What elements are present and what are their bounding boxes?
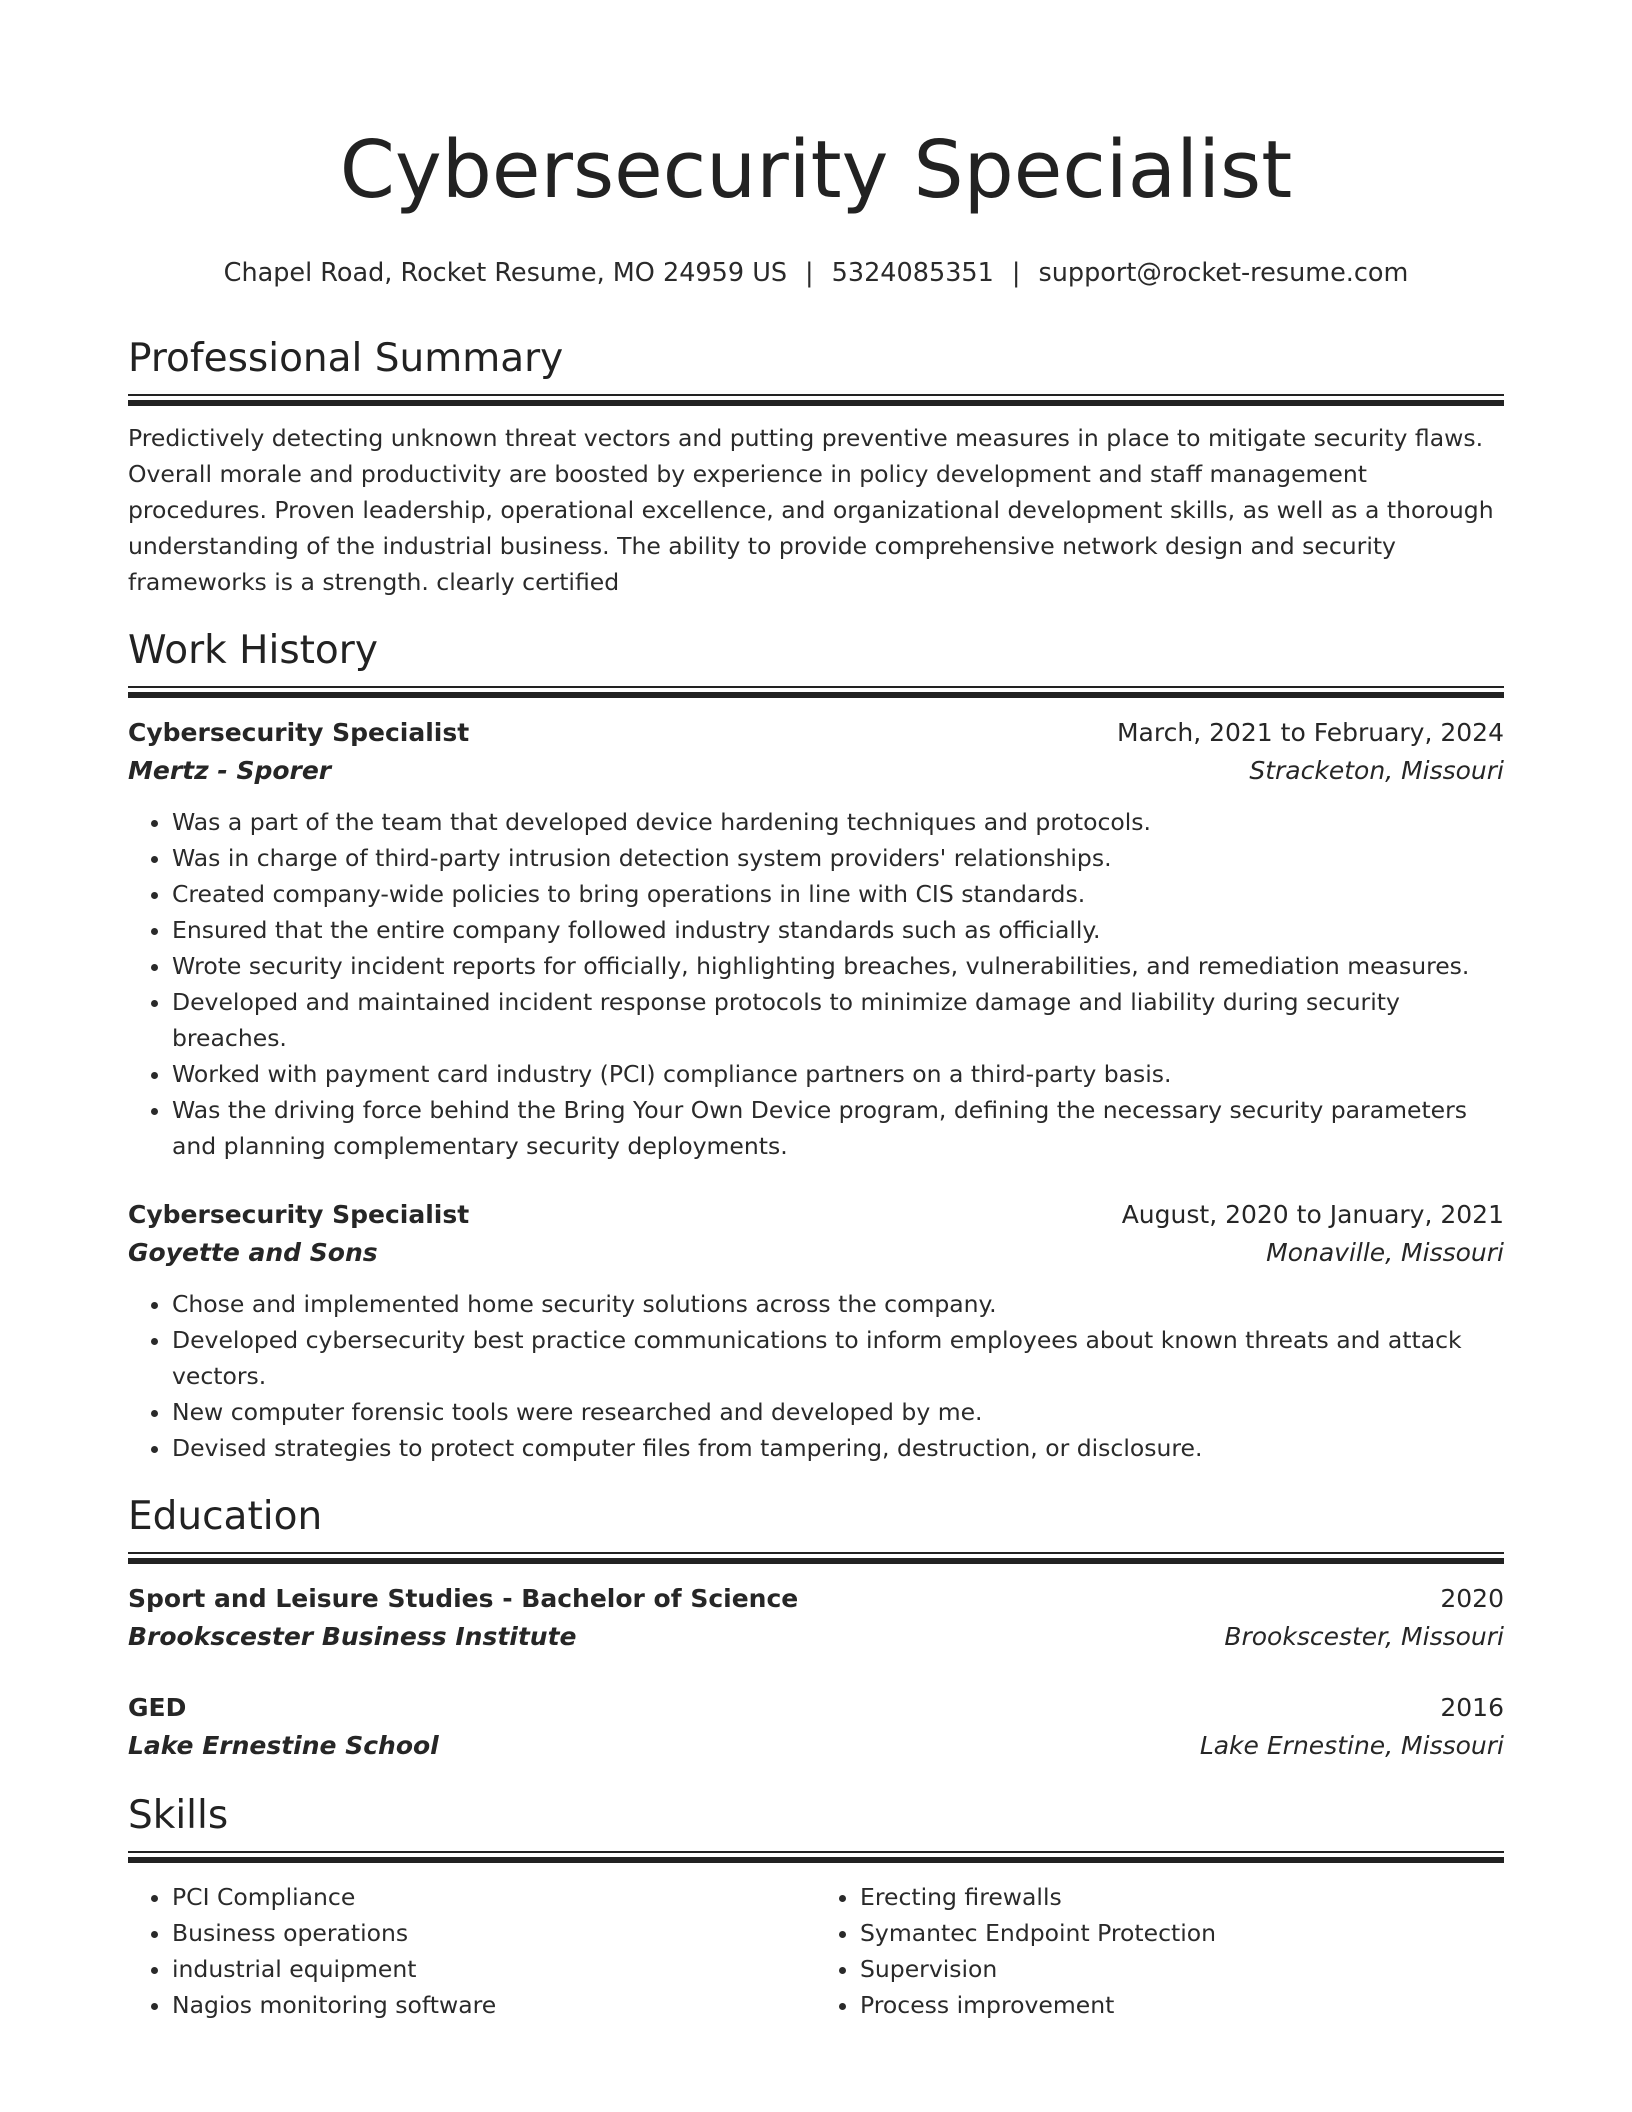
summary-text: Predictively detecting unknown threat vectors and putting preventive measures in place to mitigate security flaws. Overall morale and productivity are boosted by experience in policy development and staff management procedures. Proven leadership, operational excellence, and organizational development skills, as well as a thorough understanding of the industrial business. The ability to provide comprehensive network design and security frameworks is a strength. clearly certified	[128, 424, 1494, 596]
list-item: • Was the driving force behind the Bring Your Own Device program, defining the necessary security parameters and planning complementary security deployments.	[172, 1092, 1504, 1164]
section-divider	[128, 1851, 1504, 1863]
list-item: • Wrote security incident reports for officially, highlighting breaches, vulnerabilities, and remediation measures.	[172, 948, 1504, 984]
list-item: • Ensured that the entire company followed industry standards such as officially.	[172, 912, 1504, 948]
job-company-row	[128, 1234, 1504, 1272]
list-item: • Worked with payment card industry (PCI) compliance partners on a third-party basis.	[172, 1056, 1504, 1092]
list-item: • Developed cybersecurity best practice communications to inform employees about known threats and attack vectors.	[172, 1322, 1504, 1394]
skills-section	[128, 1791, 1504, 2023]
job-company-row	[128, 752, 1504, 790]
job-dates: August, 2020 to January, 2021	[1121, 1200, 1504, 1229]
job-location: Monaville, Missouri	[1266, 1238, 1504, 1267]
job-title: Cybersecurity Specialist	[128, 1200, 470, 1229]
education-entry	[128, 1689, 1504, 1765]
education-year: 2020	[1440, 1584, 1504, 1613]
job-location: Stracketon, Missouri	[1249, 756, 1504, 785]
skill-item: • Supervision	[860, 1951, 1504, 1987]
education-school: Brookscester Business Institute	[128, 1622, 577, 1651]
education-location: Lake Ernestine, Missouri	[1199, 1731, 1504, 1760]
skills-list-left	[128, 1879, 816, 2023]
skill-item: • Process improvement	[860, 1987, 1504, 2023]
job-title: Cybersecurity Specialist	[128, 718, 470, 747]
contact-address: Chapel Road, Rocket Resume, MO 24959 US	[223, 258, 788, 288]
education-year: 2016	[1440, 1693, 1504, 1722]
job-header-row	[128, 1196, 1504, 1234]
skills-heading: Skills	[128, 1793, 229, 1838]
education-header-row	[128, 1689, 1504, 1727]
contact-email: support@rocket-resume.com	[1038, 258, 1409, 288]
summary-heading: Professional Summary	[128, 336, 564, 381]
job-company: Mertz - Sporer	[128, 756, 332, 785]
education-school: Lake Ernestine School	[128, 1731, 439, 1760]
job-entry	[128, 714, 1504, 1164]
contact-separator: |	[1011, 258, 1021, 288]
section-divider	[128, 686, 1504, 698]
contact-phone: 5324085351	[831, 258, 994, 288]
job-bullet-list	[128, 804, 1504, 1164]
contact-line	[128, 256, 1504, 290]
section-divider	[128, 394, 1504, 406]
education-degree: Sport and Leisure Studies - Bachelor of Science	[128, 1584, 799, 1613]
list-item: • Devised strategies to protect computer files from tampering, destruction, or disclosure.	[172, 1430, 1504, 1466]
work-history-section	[128, 626, 1504, 1466]
list-item: • Chose and implemented home security solutions across the company.	[172, 1286, 1504, 1322]
skills-columns	[128, 1879, 1504, 2023]
list-item: • Was in charge of third-party intrusion detection system providers' relationships.	[172, 840, 1504, 876]
skill-item: • PCI Compliance	[172, 1879, 816, 1915]
resume-name: Cybersecurity Specialist	[339, 124, 1293, 216]
skill-item: • Business operations	[172, 1915, 816, 1951]
skill-item: • industrial equipment	[172, 1951, 816, 1987]
education-section	[128, 1492, 1504, 1765]
education-school-row	[128, 1727, 1504, 1765]
education-school-row	[128, 1618, 1504, 1656]
education-header-row	[128, 1580, 1504, 1618]
job-dates: March, 2021 to February, 2024	[1116, 718, 1504, 747]
list-item: • Created company-wide policies to bring operations in line with CIS standards.	[172, 876, 1504, 912]
work-history-heading: Work History	[128, 628, 378, 673]
job-entry	[128, 1196, 1504, 1466]
section-divider	[128, 1552, 1504, 1564]
education-degree: GED	[128, 1693, 187, 1722]
job-header-row	[128, 714, 1504, 752]
job-bullet-list	[128, 1286, 1504, 1466]
list-item: • Developed and maintained incident response protocols to minimize damage and liability during security breaches.	[172, 984, 1504, 1056]
skill-item: • Nagios monitoring software	[172, 1987, 816, 2023]
summary-section	[128, 334, 1504, 600]
skill-item: • Erecting firewalls	[860, 1879, 1504, 1915]
skill-item: • Symantec Endpoint Protection	[860, 1915, 1504, 1951]
skills-list-right	[816, 1879, 1504, 2023]
education-entry	[128, 1580, 1504, 1656]
list-item: • New computer forensic tools were researched and developed by me.	[172, 1394, 1504, 1430]
job-company: Goyette and Sons	[128, 1238, 378, 1267]
list-item: • Was a part of the team that developed device hardening techniques and protocols.	[172, 804, 1504, 840]
education-location: Brookscester, Missouri	[1224, 1622, 1504, 1651]
contact-separator: |	[805, 258, 814, 288]
education-heading: Education	[128, 1494, 323, 1539]
